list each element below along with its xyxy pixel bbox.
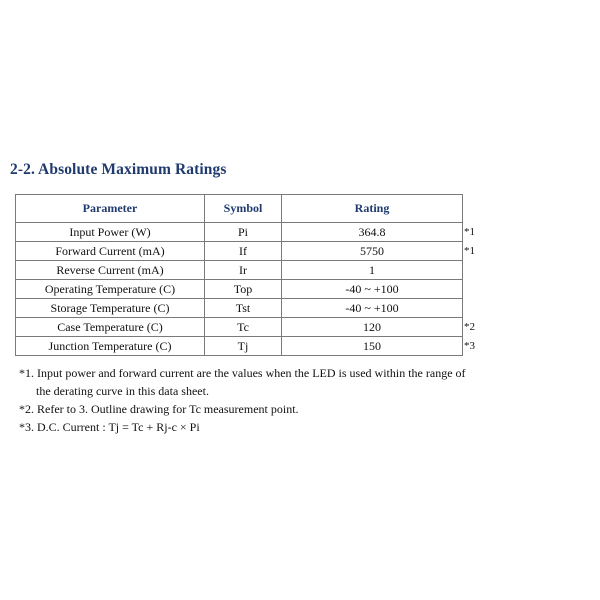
rating-cell: 1 — [282, 261, 463, 280]
table-row — [16, 337, 489, 356]
parameter-cell: Reverse Current (mA) — [16, 261, 205, 280]
symbol-cell: Tst — [205, 299, 282, 318]
symbol-cell: Tj — [205, 337, 282, 356]
footnote-1: *1. Input power and forward current are the values when the LED is used within the range of — [19, 366, 466, 380]
rating-cell: -40 ~ +100 — [282, 280, 463, 299]
note-marker — [463, 280, 489, 299]
parameter-cell: Forward Current (mA) — [16, 242, 205, 261]
table-row — [16, 318, 489, 337]
symbol-cell: Tc — [205, 318, 282, 337]
section-title: 2-2. Absolute Maximum Ratings — [10, 161, 227, 178]
symbol-cell: Top — [205, 280, 282, 299]
note-marker: *3 — [464, 340, 475, 352]
rating-cell: 5750 — [282, 242, 463, 261]
symbol-cell: Pi — [205, 223, 282, 242]
note-marker — [463, 261, 489, 280]
rating-cell: -40 ~ +100 — [282, 299, 463, 318]
note-marker: *1 — [464, 226, 475, 238]
absolute-maximum-ratings-table — [15, 194, 489, 356]
rating-cell: 120 — [282, 318, 463, 337]
note-column-header — [463, 195, 489, 223]
table-row — [16, 242, 489, 261]
footnote-1-continuation: the derating curve in this data sheet. — [36, 384, 209, 398]
table-row — [16, 223, 489, 242]
parameter-cell: Case Temperature (C) — [16, 318, 205, 337]
table-row — [16, 280, 489, 299]
note-marker — [463, 299, 489, 318]
symbol-cell: Ir — [205, 261, 282, 280]
rating-column-header: Rating — [282, 195, 463, 223]
footnote-2: *2. Refer to 3. Outline drawing for Tc measurement point. — [19, 402, 299, 416]
table-row — [16, 299, 489, 318]
footnotes — [19, 364, 579, 436]
parameter-cell: Input Power (W) — [16, 223, 205, 242]
parameter-cell: Junction Temperature (C) — [16, 337, 205, 356]
table-header-row — [16, 195, 489, 223]
symbol-cell: If — [205, 242, 282, 261]
note-marker: *1 — [464, 245, 475, 257]
table-row — [16, 261, 489, 280]
rating-cell: 150 — [282, 337, 463, 356]
note-marker: *2 — [464, 321, 475, 333]
rating-cell: 364.8 — [282, 223, 463, 242]
symbol-column-header: Symbol — [205, 195, 282, 223]
parameter-cell: Storage Temperature (C) — [16, 299, 205, 318]
parameter-cell: Operating Temperature (C) — [16, 280, 205, 299]
footnote-3: *3. D.C. Current : Tj = Tc + Rj-c × Pi — [19, 420, 200, 434]
parameter-column-header: Parameter — [16, 195, 205, 223]
